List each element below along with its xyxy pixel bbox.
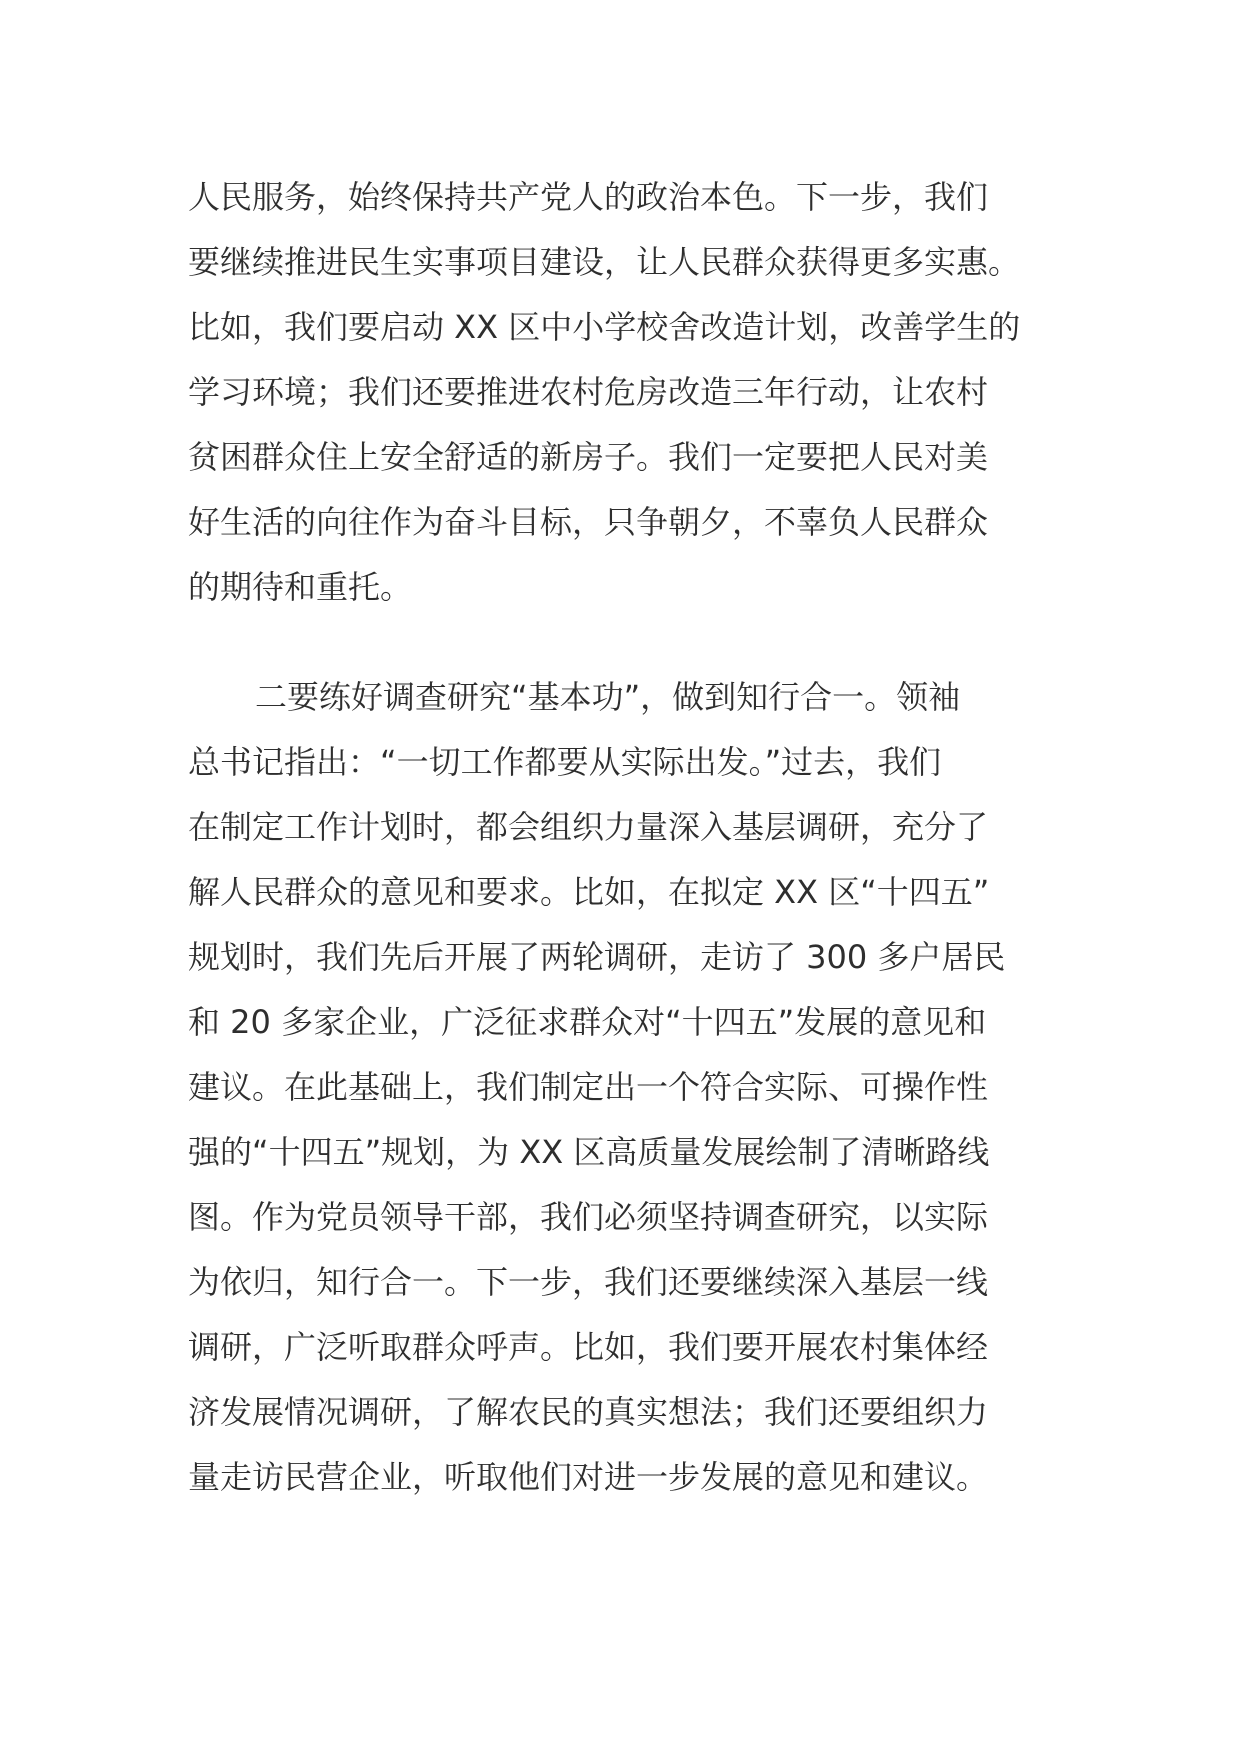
paragraph-line: 在制定工作计划时，都会组织力量深入基层调研，充分了: [188, 808, 989, 846]
paragraph-line: 济发展情况调研，了解农民的真实想法；我们还要组织力: [188, 1393, 989, 1431]
paragraph-line: 二要练好调查研究“基本功”，做到知行合一。领袖: [255, 678, 961, 716]
paragraph-line: 图。作为党员领导干部，我们必须坚持调查研究，以实际: [188, 1198, 989, 1236]
paragraph-line: 总书记指出：“一切工作都要从实际出发。”过去，我们: [188, 743, 942, 781]
paragraph-line: 好生活的向往作为奋斗目标，只争朝夕，不辜负人民群众: [188, 503, 989, 541]
paragraph-line: 解人民群众的意见和要求。比如，在拟定 XX 区“十四五”: [188, 873, 990, 911]
paragraph-line: 要继续推进民生实事项目建设，让人民群众获得更多实惠。: [188, 243, 1021, 281]
paragraph-line: 为依归，知行合一。下一步，我们还要继续深入基层一线: [188, 1263, 989, 1301]
paragraph-line: 学习环境；我们还要推进农村危房改造三年行动，让农村: [188, 373, 989, 411]
paragraph-line: 调研，广泛听取群众呼声。比如，我们要开展农村集体经: [188, 1328, 989, 1366]
paragraph-line: 贫困群众住上安全舒适的新房子。我们一定要把人民对美: [188, 438, 989, 476]
paragraph-line: 规划时，我们先后开展了两轮调研，走访了 300 多户居民: [188, 938, 1006, 976]
paragraph-line: 量走访民营企业，听取他们对进一步发展的意见和建议。: [188, 1458, 989, 1496]
paragraph-line: 强的“十四五”规划，为 XX 区高质量发展绘制了清晰路线: [188, 1133, 990, 1171]
paragraph-line: 比如，我们要启动 XX 区中小学校舍改造计划，改善学生的: [188, 308, 1021, 346]
paragraph-line: 建议。在此基础上，我们制定出一个符合实际、可操作性: [188, 1068, 989, 1106]
paragraph-line: 的期待和重托。: [188, 568, 413, 606]
paragraph-line: 和 20 多家企业，广泛征求群众对“十四五”发展的意见和: [188, 1003, 987, 1041]
paragraph-line: 人民服务，始终保持共产党人的政治本色。下一步，我们: [188, 178, 989, 216]
